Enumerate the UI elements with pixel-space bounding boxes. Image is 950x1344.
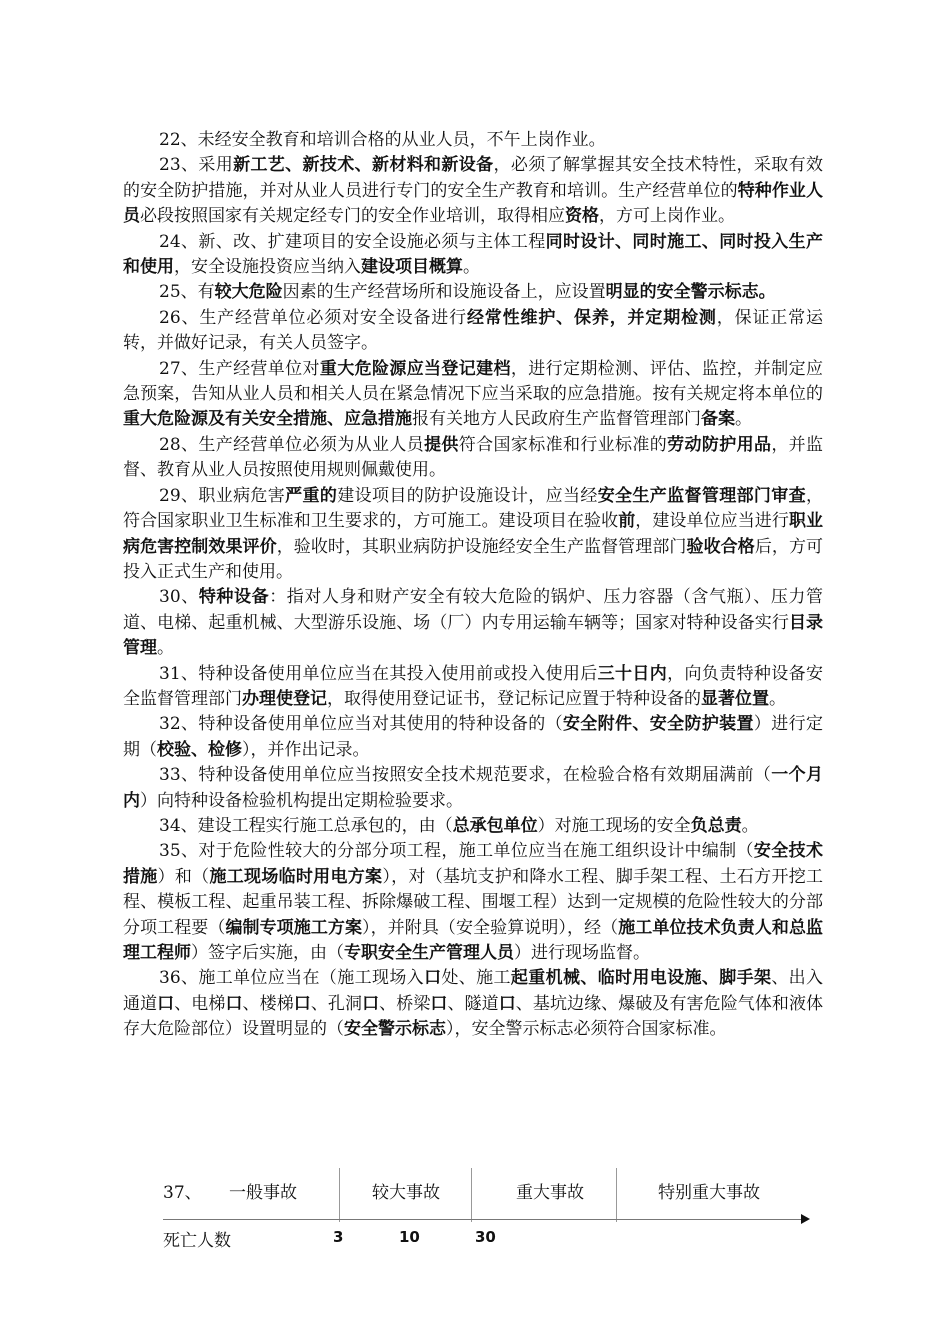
item-number: 37、	[163, 1183, 202, 1203]
bold-text: 一个月内	[123, 765, 824, 811]
bold-text: 口	[424, 968, 442, 989]
bold-text: 劳动防护用品	[667, 434, 772, 455]
text-run: 29、职业病危害	[159, 485, 286, 506]
text-run: 处、施工	[441, 968, 511, 989]
scale-axis	[163, 1219, 803, 1220]
bold-text: 安全生产监督管理部门审查	[597, 485, 807, 506]
bold-text: 备案	[701, 409, 735, 430]
text-run: ，安全设施投资应当纳入	[174, 257, 361, 278]
text-run: 、桥梁	[379, 993, 431, 1014]
clause-paragraph	[123, 357, 823, 433]
threshold-value: 3	[333, 1228, 344, 1246]
text-run: 。	[463, 257, 480, 278]
bold-text: 特种设备	[198, 587, 270, 608]
bold-text: 口	[157, 993, 175, 1014]
text-run: ，必须了解掌握其安全技术特性，采取有效的安全防护措施，并对从业人员进行专门的安全生产教育和培训。生产经营单位的	[123, 155, 823, 201]
text-run: ，进行定期检测、评估、监控，并制定应急预案，告知从业人员和相关人员在紧急情况下应当采取的应急措施。按有关规定将本单位的	[123, 358, 824, 405]
text-run: 、出入通道	[123, 968, 824, 1014]
bold-text: 起重机械、临时用电设施、脚手架	[510, 968, 772, 989]
text-run: ，取得使用登记证书，登记标记应置于特种设备的	[327, 688, 701, 709]
bold-text: 口	[498, 993, 516, 1014]
separator	[616, 1168, 617, 1222]
bold-text: 经常性维护、保养，并定期检测	[466, 307, 717, 328]
bold-text: 安全附件、安全防护装置	[562, 714, 754, 735]
bold-text: 较大危险	[214, 282, 283, 303]
clause-paragraph	[123, 814, 823, 839]
bold-text: 明显的安全警示标志。	[605, 282, 776, 303]
clause-paragraph	[123, 662, 823, 713]
text-run: ，建设单位应当进行	[635, 511, 789, 532]
text-run: ）进行现场监督。	[514, 943, 650, 963]
text-run: 23、采用	[159, 155, 234, 176]
text-run: 27、生产经营单位对	[159, 358, 320, 379]
text-run: 32、特种设备使用单位应当对其使用的特种设备的（	[159, 714, 563, 735]
clause-paragraph	[123, 128, 823, 153]
bold-text: 特种作业人员	[123, 180, 824, 227]
accident-scale-diagram	[123, 1168, 823, 1318]
threshold-value: 30	[475, 1228, 496, 1246]
bold-text: 口	[430, 993, 448, 1014]
bold-text: 口	[225, 993, 243, 1014]
text-run: ）向特种设备检验机构提出定期检验要求。	[140, 790, 463, 811]
bold-text: 职业病危害控制效果评价	[123, 511, 824, 557]
text-run: 24、新、改、扩建项目的安全设施必须与主体工程	[159, 231, 546, 252]
bold-text: 显著位置	[701, 688, 769, 709]
text-run: 30、	[159, 587, 199, 608]
level-extra-major: 特别重大事故	[658, 1183, 760, 1203]
bold-text: 编制专项施工方案	[225, 917, 363, 938]
clause-paragraph	[123, 230, 823, 281]
bold-text: 同时设计、同时施工、同时投入生产和使用	[123, 231, 823, 278]
document-body	[123, 128, 823, 1043]
separator	[339, 1168, 340, 1222]
bold-text: 口	[293, 993, 311, 1014]
arrow-right-icon	[801, 1214, 810, 1224]
text-run: 后，方可投入正式生产和使用。	[123, 536, 824, 582]
text-run: 建设项目的防护设施设计，应当经	[337, 485, 598, 506]
text-run: 22、未经安全教育和培训合格的从业人员，不午上岗作业。	[159, 130, 606, 150]
bold-text: 重大危险源应当登记建档	[319, 358, 511, 379]
text-run: 、基坑边缘、爆破及有害危险气体和液体存大危险部位）设置明显的（	[123, 993, 824, 1040]
text-run: 。	[157, 638, 174, 659]
text-run: ，向负责特种设备安全监督管理部门	[123, 663, 824, 709]
level-larger: 较大事故	[372, 1183, 440, 1203]
text-run: ，验收时，其职业病防护设施经安全生产监督管理部门	[276, 536, 687, 557]
text-run: 、楼梯	[242, 993, 294, 1014]
bold-text: 施工现场临时用电方案	[209, 866, 383, 887]
text-run: ），对（基坑支护和降水工程、脚手架工程、土石方开挖工程、模板工程、起重吊装工程、拆除爆破工程、围堰工程）达到一定规模的危险性较大的分部分项工程要（	[123, 866, 824, 938]
text-run: ）和（	[157, 866, 210, 887]
text-run: 25、有	[159, 282, 215, 303]
clause-paragraph	[123, 280, 823, 305]
text-run: ，方可上岗作业。	[599, 206, 735, 227]
text-run: ，符合国家职业卫生标准和卫生要求的，方可施工。建设项目在验收	[123, 485, 824, 532]
bold-text: 验收合格	[686, 536, 755, 557]
clause-paragraph	[123, 839, 823, 966]
bold-text: 专职安全生产管理人员	[344, 943, 514, 963]
bold-text: 校验、检修	[157, 739, 242, 760]
text-run: ）对施工现场的安全	[537, 815, 691, 836]
text-run: 。	[735, 409, 752, 430]
text-run: ），并附具（安全验算说明），经（	[362, 917, 619, 938]
text-run: 符合国家标准和行业标准的	[458, 434, 668, 455]
text-run: 。	[741, 815, 759, 836]
death-count-label: 死亡人数	[163, 1231, 231, 1251]
level-general: 一般事故	[229, 1183, 297, 1203]
bold-text: 总承包单位	[452, 815, 538, 836]
text-run: 28、生产经营单位必须为从业人员	[159, 434, 425, 455]
clause-paragraph	[123, 153, 823, 229]
clause-paragraph	[123, 306, 823, 357]
text-run: ，并监督、教育从业人员按照使用规则佩戴使用。	[123, 434, 824, 481]
text-run: ），并作出记录。	[242, 739, 370, 760]
text-run: ，保证正常运转，并做好记录，有关人员签字。	[123, 307, 823, 354]
clause-paragraph	[123, 433, 823, 484]
bold-text: 安全警示标志	[344, 1019, 446, 1040]
text-run: 、隧道	[447, 993, 499, 1014]
text-run: 34、建设工程实行施工总承包的，由（	[159, 815, 453, 836]
text-run: 、孔洞	[310, 993, 363, 1014]
bold-text: 办理使登记	[242, 688, 327, 709]
clause-paragraph	[123, 484, 823, 586]
bold-text: 三十日内	[597, 663, 668, 684]
text-run: ：指对人身和财产安全有较大危险的锅炉、压力容器（含气瓶）、压力管道、电梯、起重机械、大型游乐设施、场（厂）内专用运输车辆等；国家对特种设备实行	[123, 587, 824, 633]
text-run: ）签字后实施，由（	[191, 943, 344, 963]
text-run: 35、对于危险性较大的分部分项工程，施工单位应当在施工组织设计中编制（	[159, 841, 754, 862]
level-major: 重大事故	[516, 1183, 584, 1203]
bold-text: 负总责	[690, 815, 742, 836]
bold-text: 安全技术措施	[123, 841, 823, 887]
text-run: ），安全警示标志必须符合国家标准。	[446, 1019, 727, 1040]
text-run: 26、生产经营单位必须对安全设备进行	[159, 307, 467, 328]
clause-paragraph	[123, 763, 823, 814]
text-run: 、电梯	[174, 993, 226, 1014]
bold-text: 前	[618, 511, 636, 532]
text-run: 必段按照国家有关规定经专门的安全作业培训，取得相应	[140, 206, 565, 227]
text-run: ）进行定期（	[123, 714, 824, 760]
bold-text: 口	[362, 993, 380, 1014]
text-run: 。	[769, 688, 786, 709]
clause-paragraph	[123, 966, 823, 1042]
separator	[471, 1168, 472, 1222]
text-run: 31、特种设备使用单位应当在其投入使用前或投入使用后	[159, 663, 598, 684]
clause-paragraph	[123, 585, 823, 661]
text-run: 36、施工单位应当在（施工现场入	[159, 968, 425, 989]
bold-text: 目录管理	[123, 612, 824, 659]
text-run: 报有关地方人民政府生产监督管理部门	[412, 409, 701, 430]
text-run: 33、特种设备使用单位应当按照安全技术规范要求，在检验合格有效期届满前（	[159, 765, 772, 786]
bold-text: 重大危险源及有关安全措施、应急措施	[123, 409, 412, 430]
text-run: 因素的生产经营场所和设施设备上，应设置	[282, 282, 606, 303]
bold-text: 严重的	[285, 485, 338, 506]
clause-paragraph	[123, 712, 823, 763]
bold-text: 新工艺、新技术、新材料和新设备	[233, 155, 494, 176]
bold-text: 资格	[565, 206, 599, 227]
bold-text: 提供	[424, 434, 459, 455]
bold-text: 施工单位技术负责人和总监理工程师	[123, 917, 824, 963]
threshold-value: 10	[399, 1228, 420, 1246]
bold-text: 建设项目概算	[361, 257, 463, 278]
